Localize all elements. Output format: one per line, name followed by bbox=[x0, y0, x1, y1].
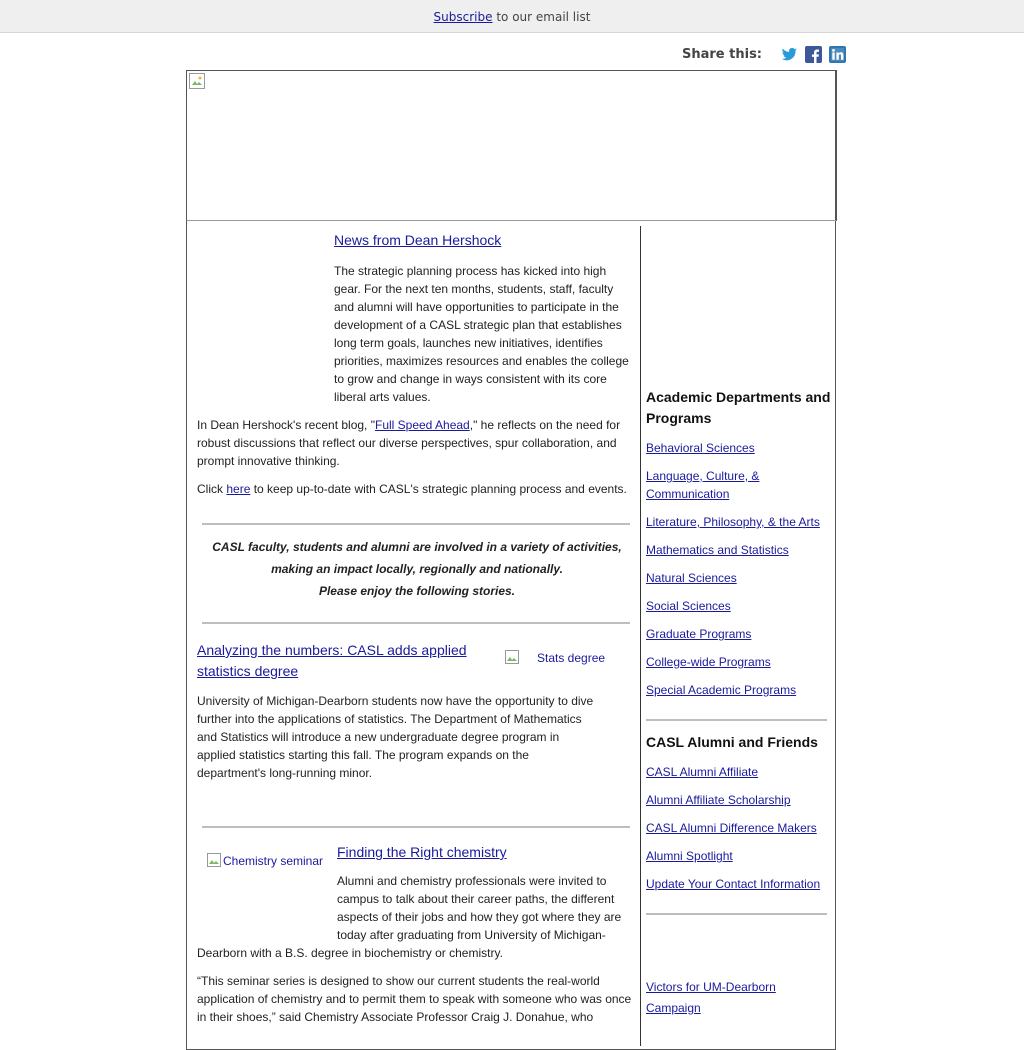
blog-prefix: In Dean Hershock's recent blog, " bbox=[197, 418, 375, 432]
broken-image-icon bbox=[189, 73, 205, 89]
sidebar-divider bbox=[646, 719, 827, 721]
alumni-section bbox=[646, 732, 831, 753]
intro-line-1: CASL faculty, students and alumni are involved in a variety of activities, bbox=[212, 540, 622, 554]
header-banner bbox=[186, 70, 837, 221]
subscribe-text: to our email list bbox=[496, 10, 591, 24]
divider bbox=[202, 622, 630, 624]
sidebar-link-alumni-scholarship[interactable]: Alumni Affiliate Scholarship bbox=[646, 793, 791, 807]
intro-line-2: making an impact locally, regionally and nationally. bbox=[271, 562, 563, 576]
stats-degree-alt: Stats degree bbox=[537, 651, 606, 665]
dean-blog-paragraph bbox=[197, 416, 637, 470]
chemistry-body-wrap bbox=[197, 872, 627, 962]
stats-degree-body: University of Michigan-Dearborn students now have the opportunity to dive further into the applications of statistics. The Department of Mathematics and Statistics will introduce a new undergraduate degree program in applied statistics starting this fall. The program expands on the department's long-running minor. bbox=[197, 694, 594, 780]
dean-news-headline[interactable]: News from Dean Hershock bbox=[334, 232, 502, 248]
blog-suffix: ," he reflects on the need for robust discussions that reflect our diverse perspectives, spur collaboration, and prompt innovative thinking. bbox=[197, 418, 621, 468]
chemistry-quote: “This seminar series is designed to show our current students the real-world application of chemistry and to permit them to speak with someone who was once in their shoes,” said Chemistry Associate Professor Craig J. Donahue, who bbox=[197, 974, 632, 1024]
chemistry-headline[interactable]: Finding the Right chemistry bbox=[337, 844, 507, 860]
sidebar-link-language-culture[interactable]: Language, Culture, & Communication bbox=[646, 469, 760, 501]
facebook-icon[interactable] bbox=[805, 46, 822, 63]
sidebar-link-literature[interactable]: Literature, Philosophy, & the Arts bbox=[646, 515, 820, 529]
sidebar-link-social-sciences[interactable]: Social Sciences bbox=[646, 599, 731, 613]
click-suffix: to keep up-to-date with CASL's strategic planning process and events. bbox=[250, 482, 627, 496]
share-label: Share this: bbox=[682, 46, 763, 62]
stats-degree-headline[interactable]: Analyzing the numbers: CASL adds applied statistics degree bbox=[197, 642, 467, 679]
share-bar bbox=[682, 44, 846, 64]
sidebar-divider bbox=[646, 913, 827, 915]
click-prefix: Click bbox=[197, 482, 227, 496]
sidebar-link-college-wide[interactable]: College-wide Programs bbox=[646, 655, 771, 669]
academic-links bbox=[646, 439, 831, 699]
intro-line-3: Please enjoy the following stories. bbox=[318, 584, 516, 598]
sidebar-link-difference-makers[interactable]: CASL Alumni Difference Makers bbox=[646, 821, 817, 835]
sidebar-link-update-contact[interactable]: Update Your Contact Information bbox=[646, 877, 821, 891]
divider bbox=[202, 826, 630, 828]
here-link[interactable]: here bbox=[226, 482, 251, 496]
float-spacer bbox=[197, 872, 337, 944]
broken-image-icon bbox=[505, 650, 519, 664]
subscribe-link[interactable]: Subscribe bbox=[433, 10, 493, 24]
sidebar-link-behavioral-sciences[interactable]: Behavioral Sciences bbox=[646, 441, 755, 455]
chemistry-seminar-alt: Chemistry seminar bbox=[223, 854, 324, 868]
subscribe-bar bbox=[0, 0, 1024, 33]
sidebar-link-natural-sciences[interactable]: Natural Sciences bbox=[646, 571, 737, 585]
linkedin-icon[interactable] bbox=[829, 46, 846, 63]
stories-intro bbox=[197, 536, 637, 602]
sidebar-link-alumni-affiliate[interactable]: CASL Alumni Affiliate bbox=[646, 765, 759, 779]
chemistry-body: Alumni and chemistry professionals were invited to campus to talk about their career paths, the different aspects of their jobs and how they got where they are today after graduating from University of Michigan-Dearborn with a B.S. degree in biochemistry or chemistry. bbox=[197, 874, 622, 960]
sidebar-link-graduate-programs[interactable]: Graduate Programs bbox=[646, 627, 752, 641]
stats-degree-image[interactable] bbox=[505, 650, 605, 666]
academic-departments-section bbox=[646, 387, 831, 429]
sidebar-link-special-programs[interactable]: Special Academic Programs bbox=[646, 683, 797, 697]
column-divider bbox=[640, 226, 641, 1046]
twitter-icon[interactable] bbox=[781, 46, 798, 63]
dean-news-body: The strategic planning process has kicked into high gear. For the next ten months, students, staff, faculty and alumni will have opportunities to participate in the development of a CASL strategic plan that establishes long term goals, launches new initiatives, identifies priorities, maximizes resources and enables the college to grow and change in ways consistent with its core liberal arts values. bbox=[334, 264, 629, 404]
sidebar-link-mathematics[interactable]: Mathematics and Statistics bbox=[646, 543, 789, 557]
strategic-plan-paragraph bbox=[197, 480, 637, 498]
chemistry-seminar-image[interactable] bbox=[207, 853, 323, 869]
alumni-links bbox=[646, 763, 831, 893]
alumni-heading: CASL Alumni and Friends bbox=[646, 734, 818, 750]
divider bbox=[202, 523, 630, 525]
victors-campaign-link[interactable]: Victors for UM-Dearborn Campaign bbox=[646, 980, 776, 1015]
full-speed-ahead-link[interactable]: Full Speed Ahead bbox=[374, 418, 470, 432]
academic-heading: Academic Departments and Programs bbox=[646, 389, 831, 426]
broken-image-icon bbox=[207, 853, 221, 867]
sidebar-link-alumni-spotlight[interactable]: Alumni Spotlight bbox=[646, 849, 733, 863]
